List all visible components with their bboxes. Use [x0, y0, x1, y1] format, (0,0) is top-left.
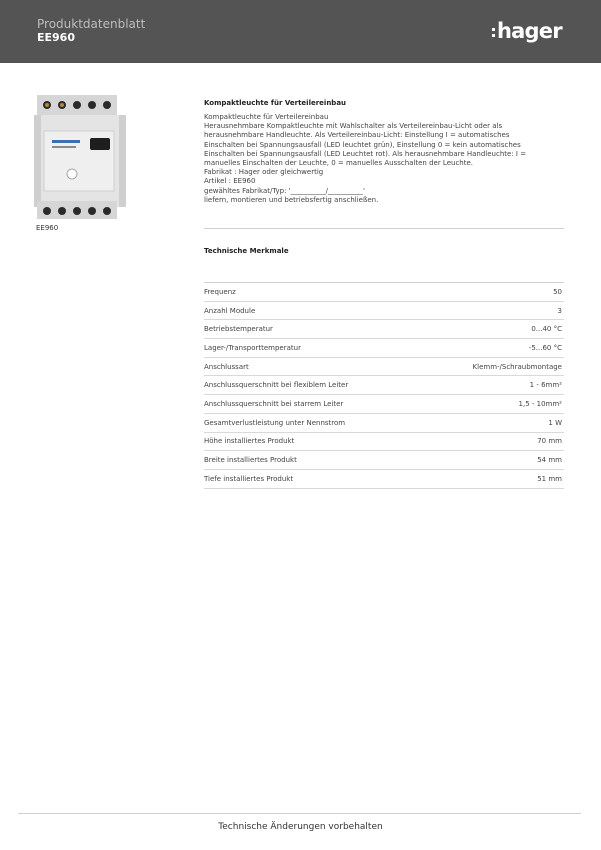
description-text: Kompaktleuchte für Verteilereinbau Herausnehmbare Kompaktleuchte mit Wahlschalter als Verteilereinbau-Licht oder als herausnehmbare Handleuchte. Als Verteilereinbau-Licht: Einstellung I = automatisches Einschalten bei Spannungsausfall (LED leuchtet grün), Einstellung 0 = kein automatisches Einschalten bei Spannungsausfall (LED Leuchtet rot). Als herausnehmbare Handleuchte: I = manuelles Einschalten der Leuchte, 0 = manuelles Ausschalten der Leuchte. Fabrikat : Hager oder gleichwertig Artikel : EE960 gewähltes Fabrikat/Typ: '__________/__________' liefern, montieren und betriebsfertig anschließen.	[204, 113, 527, 204]
spec-label: Anschlussquerschnitt bei starrem Leiter	[204, 399, 344, 408]
image-caption: EE960	[36, 224, 59, 232]
spec-value: 1,5 - 10mm²	[518, 399, 562, 408]
spec-row	[204, 302, 564, 321]
page-header	[0, 0, 601, 63]
spec-value: 1 W	[548, 418, 562, 427]
spec-label: Frequenz	[204, 287, 236, 296]
product-image	[34, 95, 129, 221]
spec-row	[204, 433, 564, 452]
spec-table	[204, 282, 564, 489]
product-code: EE960	[37, 31, 75, 44]
spec-label: Anschlussquerschnitt bei flexiblem Leiter	[204, 381, 349, 390]
section-divider	[204, 228, 564, 229]
logo-dots-icon	[492, 28, 495, 37]
footer-text: Technische Änderungen vorbehalten	[218, 822, 383, 832]
spec-value: 0...40 °C	[531, 325, 562, 334]
spec-value: 1 - 6mm²	[529, 381, 562, 390]
spec-row	[204, 451, 564, 470]
spec-value: Klemm-/Schraubmontage	[472, 362, 562, 371]
spec-label: Breite installiertes Produkt	[204, 456, 297, 465]
spec-label: Tiefe installiertes Produkt	[204, 474, 294, 483]
spec-label: Anzahl Module	[204, 306, 256, 315]
description-heading: Kompaktleuchte für Verteilereinbau	[204, 99, 347, 107]
spec-row	[204, 358, 564, 377]
document-type: Produktdatenblatt	[37, 17, 146, 31]
spec-row	[204, 376, 564, 395]
spec-value: 51 mm	[537, 474, 562, 483]
spec-value: 3	[557, 306, 562, 315]
spec-row	[204, 470, 564, 489]
spec-label: Anschlussart	[204, 362, 249, 371]
spec-label: Lager-/Transporttemperatur	[204, 343, 301, 352]
spec-row	[204, 283, 564, 302]
spec-row	[204, 414, 564, 433]
spec-value: 50	[553, 287, 562, 296]
spec-row	[204, 320, 564, 339]
spec-value: 54 mm	[537, 456, 562, 465]
footer-divider	[18, 813, 581, 814]
spec-value: -5...60 °C	[528, 343, 562, 352]
spec-row	[204, 395, 564, 414]
logo-text: hager	[497, 18, 562, 43]
spec-value: 70 mm	[537, 437, 562, 446]
spec-label: Betriebstemperatur	[204, 325, 273, 334]
spec-row	[204, 339, 564, 358]
tech-heading: Technische Merkmale	[204, 247, 289, 255]
spec-label: Höhe installiertes Produkt	[204, 437, 295, 446]
hager-logo	[492, 18, 562, 44]
spec-label: Gesamtverlustleistung unter Nennstrom	[204, 418, 346, 427]
